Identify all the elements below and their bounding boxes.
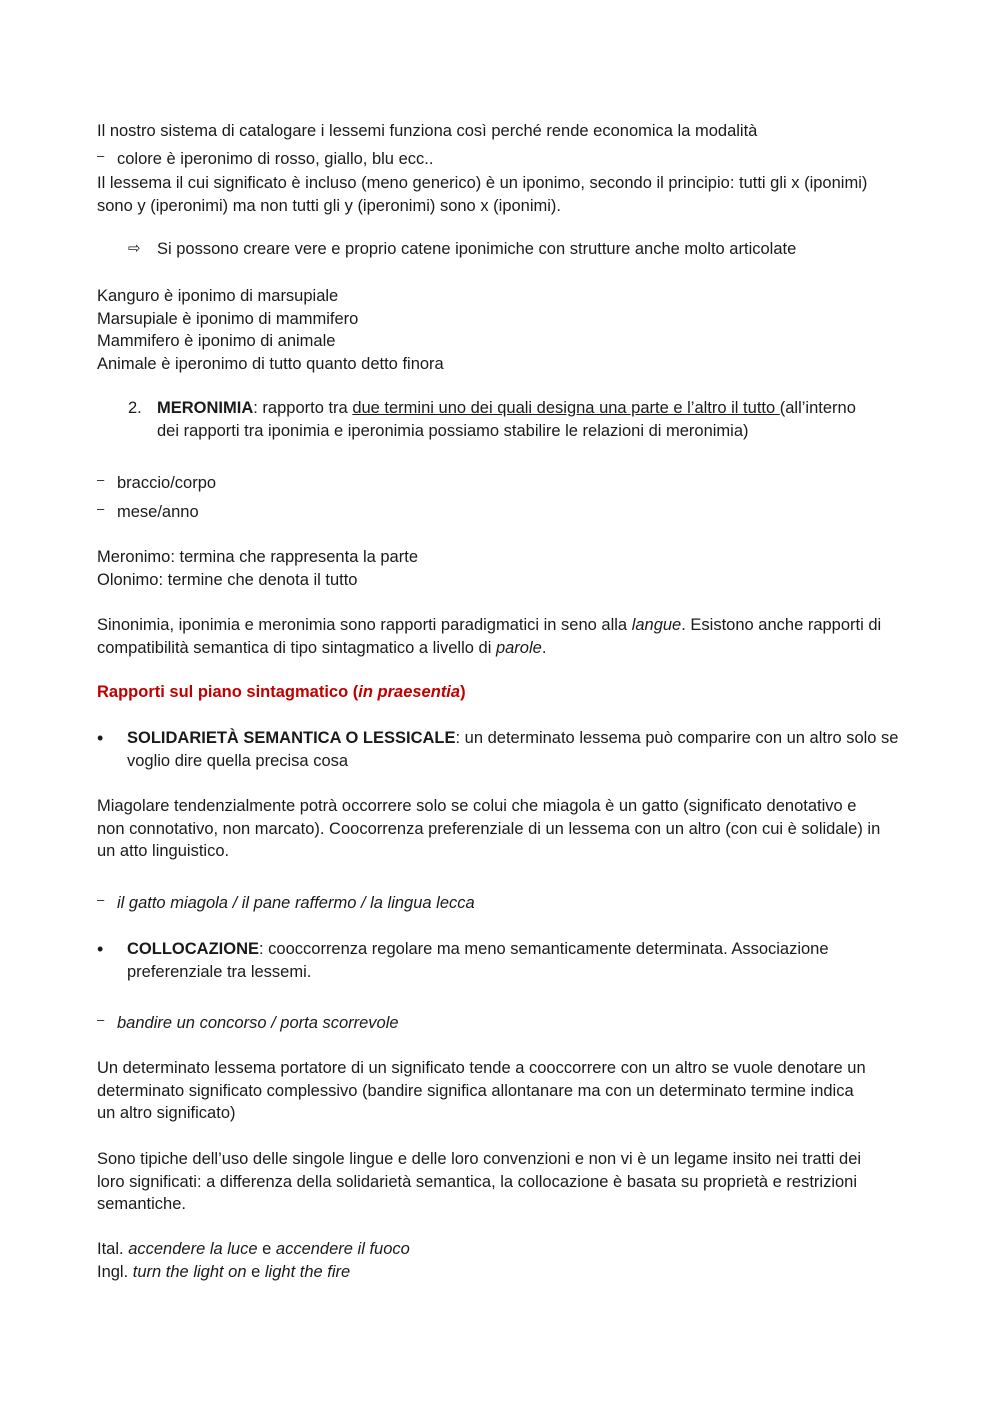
bullet-icon: • bbox=[97, 728, 104, 748]
term-meronimia: MERONIMIA bbox=[157, 399, 254, 417]
term-collocazione: COLLOCAZIONE bbox=[127, 940, 259, 958]
underlined-definition: due termini uno dei quali designa una parte e l’altro il tutto bbox=[352, 399, 780, 417]
paragraph-tipiche: Sono tipiche dell’uso delle singole lingue e delle loro convenzioni e non vi è un legame insito nei tratti dei loro significati: a differenza della solidarietà semantica, la collocazione è basata su proprietà e restrizioni semantiche. bbox=[97, 1150, 862, 1213]
example-english: Ingl. turn the light on e light the fire bbox=[97, 1262, 351, 1281]
paragraph-determinato: Un determinato lessema portatore di un significato tende a cooccorrere con un altro se vuole denotare un determinato significato complessivo (bandire significa allontanare ma con un determinato termine indica un altro significato) bbox=[97, 1059, 866, 1122]
term-solidarieta: SOLIDARIETÀ SEMANTICA O LESSICALE bbox=[127, 729, 456, 747]
paragraph-meronimo-olonimo: Meronimo: termina che rappresenta la parte Olonimo: termine che denota il tutto bbox=[97, 548, 418, 589]
paragraph-iponimo: Il lessema il cui significato è incluso (meno generico) è un iponimo, secondo il principio: tutti gli x (iponimi) sono y (iperonimi) ma non tutti gli y (iperonimi) sono x (iponimi). bbox=[97, 174, 868, 215]
paragraph-esempi-lingue bbox=[97, 1238, 912, 1283]
list-number: 2. bbox=[128, 399, 142, 417]
dash-item-braccio: – braccio/corpo bbox=[97, 472, 217, 492]
dash-item-colore: – colore è iperonimo di rosso, giallo, blu ecc.. bbox=[97, 148, 434, 168]
dash-icon: – bbox=[97, 892, 105, 907]
example-italian: Ital. accendere la luce e accendere il fuoco bbox=[97, 1240, 410, 1258]
bullet-item-collocazione: • COLLOCAZIONE: cooccorrenza regolare ma meno semanticamente determinata. Associazione preferenziale tra lessemi. bbox=[97, 939, 829, 981]
paragraph-catena-esempio: Kanguro è iponimo di marsupiale Marsupiale è iponimo di mammifero Mammifero è iponimo di animale Animale è iperonimo di tutto quanto detto finora bbox=[97, 287, 444, 373]
numbered-item-meronimia: 2. MERONIMIA: rapporto tra due termini uno dei quali designa una parte e l’altro il tutto (all’interno dei rapporti tra iponimia e iperonimia possiamo stabilire le relazioni di meronimia) bbox=[128, 399, 856, 440]
paragraph-intro: Il nostro sistema di catalogare i lessemi funziona così perché rende economica la modalità bbox=[97, 122, 758, 140]
paragraph-miagolare: Miagolare tendenzialmente potrà occorrere solo se colui che miagola è un gatto (significato denotativo e non connotativo, non marcato). Coocorrenza preferenziale di un lessema con un altro (con cui è solidale) in un atto linguistico. bbox=[97, 797, 881, 860]
dash-icon: – bbox=[97, 148, 105, 163]
bullet-icon: • bbox=[97, 939, 104, 959]
arrow-item-catene: ⇨ Si possono creare vere e proprio catene iponimiche con strutture anche molto articolate bbox=[97, 238, 912, 261]
bullet-item-solidarieta: • SOLIDARIETÀ SEMANTICA O LESSICALE: un determinato lessema può comparire con un altro solo se voglio dire quella precisa cosa bbox=[97, 728, 899, 770]
dash-icon: – bbox=[97, 1012, 105, 1027]
paragraph-sinonimia: Sinonimia, iponimia e meronimia sono rapporti paradigmatici in seno alla langue. Esistono anche rapporti di compatibilità semantica di tipo sintagmatico a livello di parole. bbox=[97, 616, 882, 657]
dash-item-mese: – mese/anno bbox=[97, 501, 199, 521]
dash-item-gatto: – il gatto miagola / il pane raffermo / la lingua lecca bbox=[97, 892, 475, 912]
section-heading-sintagmatico: Rapporti sul piano sintagmatico (in praesentia) bbox=[97, 683, 466, 701]
dash-icon: – bbox=[97, 472, 105, 487]
dash-icon: – bbox=[97, 501, 105, 516]
dash-item-bandire: – bandire un concorso / porta scorrevole bbox=[97, 1012, 399, 1032]
arrow-right-icon: ⇨ bbox=[128, 240, 141, 257]
